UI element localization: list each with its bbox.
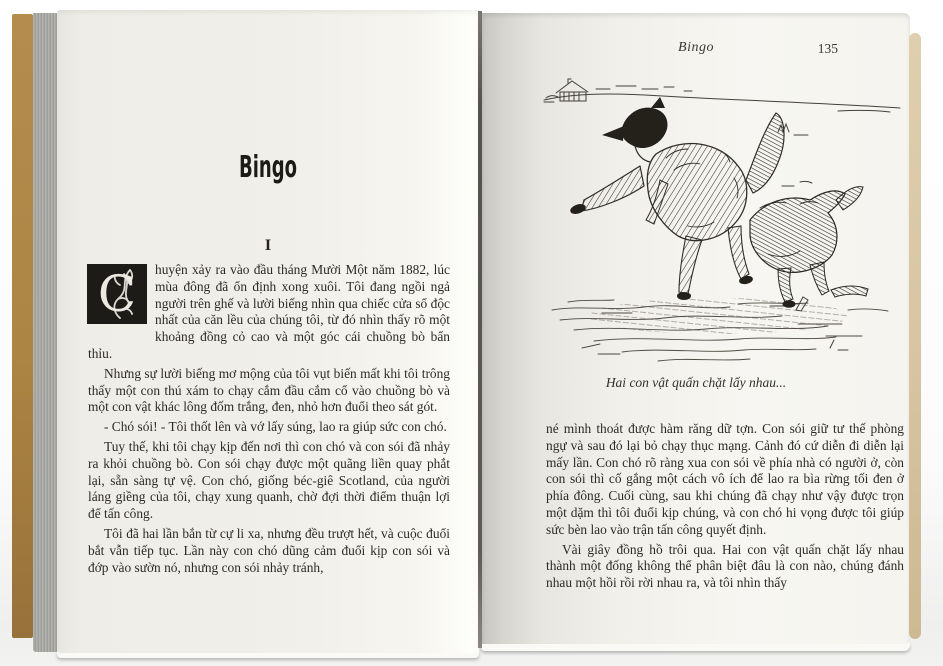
right-under-page-edge [481,643,910,651]
paragraph: né mình thoát được hàm răng dữ tợn. Con sói giữ tư thế phòng ngự và sau đó lại bỏ chạy thục mạng. Cảnh đó cứ diễn đi diễn lại mấy lần. Con chó rõ ràng xua con sói về phía nhà có người ở, còn con sói thì cố gắng một cách vô ích để lao ra bìa rừng tối đen ở phía đông. Cuối cùng, sau khi chúng đã chạy như vậy được trọn một dặm thì tôi đuổi kịp chúng, và con chó hi vọng được tôi giúp sức bèn lao vào trận tấn công quyết định. [546,421,904,537]
paragraph: Vài giây đồng hồ trôi qua. Hai con vật quấn chặt lấy nhau thành một đống không thể phân biệt đâu là con nào, chúng đánh nhau một hồi rồi rời nhau ra, và tôi nhìn thấy [546,541,904,591]
paragraph: Tôi đã hai lần bắn từ cự li xa, nhưng đều trượt hết, và cuộc đuổi bắt vẫn tiếp tục. Lần này con chó dũng cảm đuổi kịp con sói và đớp vào sườn nó, nhưng con sói nhảy tránh, [88,525,450,575]
paragraph: Nhưng sự lười biếng mơ mộng của tôi vụt biến mất khi tôi trông thấy một con thú xám to chạy cắm đầu cắm cổ vào chuồng bò và một con vật khác lông đốm trắng, đen, nhỏ hơn đuổi theo sát gót. [88,365,450,415]
right-page [482,13,910,644]
right-page-text-block [546,421,904,595]
running-head: Bingo [678,40,714,55]
dropcap-ornament-icon [88,265,146,323]
illustration-caption: Hai con vật quấn chặt lấy nhau... [605,375,787,390]
left-page [57,10,479,653]
opening-paragraph-text: huyện xảy ra vào đầu tháng Mười Một năm 1882, lúc mùa đông đã ổn định xong xuôi. Tôi đang ngồi ngả người trên ghế và lười biếng nhìn qua chiếc cửa sổ độc nhất của căn lều của chúng tôi, từ đó nhìn thấy rõ một khoảng đồng cỏ cao và một góc cái chuồng bò bẩn thỉu. [88,262,450,361]
section-number: I [264,237,272,254]
page-number: 135 [817,41,838,56]
drop-cap [88,265,146,323]
dogs-fighting-illustration [538,58,910,368]
left-page-stack-edge [33,13,57,652]
book-cover-edge [12,14,33,638]
paragraph: - Chó sói! - Tôi thốt lên và vớ lấy súng, lao ra giúp sức con chó. [104,419,447,435]
opening-paragraph [88,262,450,363]
chapter-title: Bingo [239,150,297,185]
right-fore-edge [909,33,921,639]
left-page-text-block [88,262,450,579]
paragraph: Tuy thế, khi tôi chạy kịp đến nơi thì con chó và con sói đã nhảy ra khỏi chuồng bò. Con sói chạy được một quãng liền quay phắt lại, sẵn sàng tự vệ. Con chó, giống béc-giê Scotland, của người láng giềng của tôi, chạy xung quanh, chờ đợi thời điểm thuận lợi để tấn công. [88,438,450,522]
drop-cap-letter: C [97,265,137,323]
